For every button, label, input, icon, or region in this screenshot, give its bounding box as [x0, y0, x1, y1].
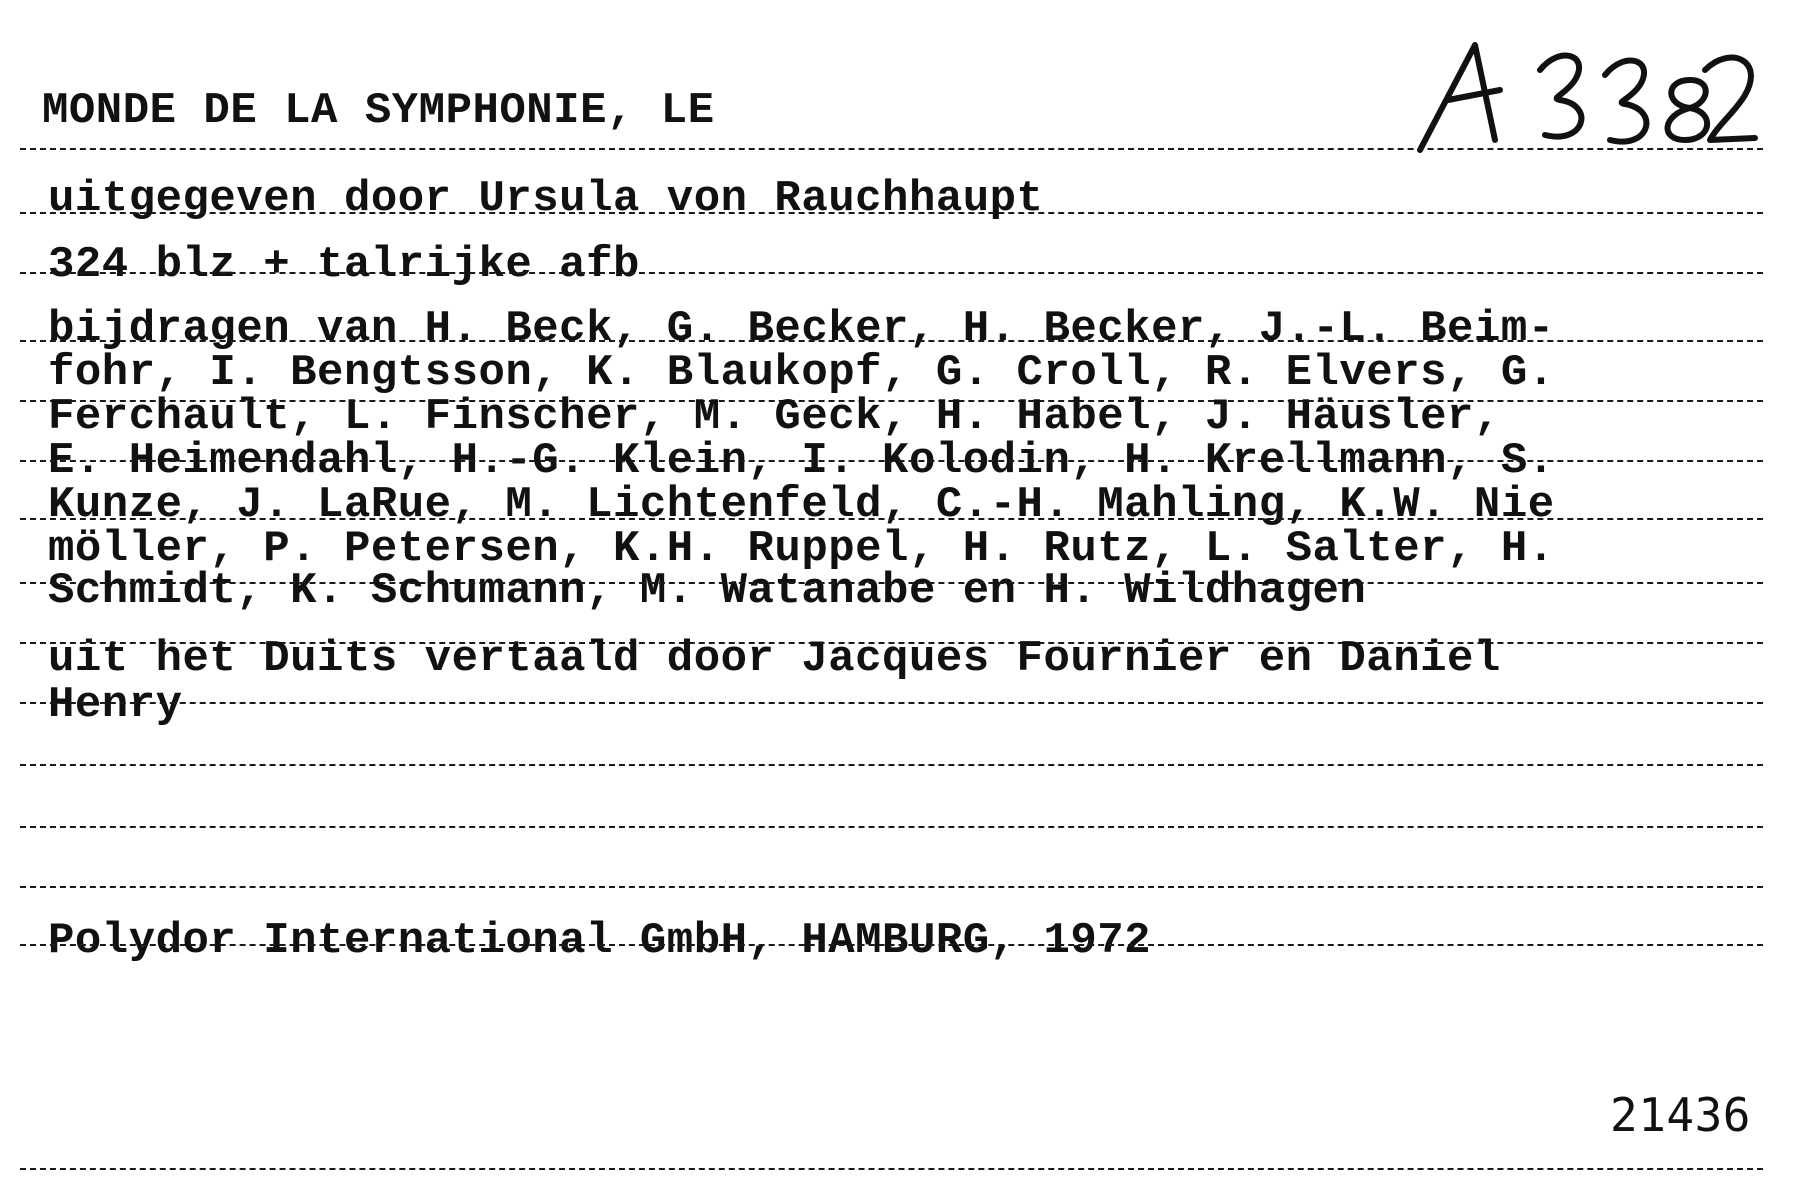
ruled-line	[20, 826, 1763, 828]
ruled-line	[20, 764, 1763, 766]
contributors-line: Kunze, J. LaRue, M. Lichtenfeld, C.-H. Mahling, K.W. Nie	[48, 480, 1555, 530]
contributors-line: möller, P. Petersen, K.H. Ruppel, H. Rutz, L. Salter, H.	[48, 524, 1555, 574]
ruled-line	[20, 582, 1763, 584]
translation-line: uit het Duits vertaald door Jacques Fournier en Daniel	[48, 634, 1501, 684]
handwritten-call-number-drawing	[1400, 20, 1760, 160]
ruled-line	[20, 212, 1763, 214]
translation-line: Henry	[48, 680, 183, 730]
contributors-line: bijdragen van H. Beck, G. Becker, H. Becker, J.-L. Beim-	[48, 304, 1555, 354]
record-number: 21436	[1610, 1088, 1751, 1142]
pages-line: 324 blz + talrijke afb	[48, 240, 640, 290]
ruled-line	[20, 1168, 1763, 1170]
card-title: MONDE DE LA SYMPHONIE, LE	[42, 86, 715, 136]
contributors-line: Schmidt, K. Schumann, M. Watanabe en H. Wildhagen	[48, 566, 1367, 616]
ruled-line	[20, 702, 1763, 704]
ruled-line	[20, 518, 1763, 520]
contributors-line: Ferchault, L. Finscher, M. Geck, H. Habel, J. Häusler,	[48, 392, 1501, 442]
ruled-line	[20, 148, 1763, 150]
publisher-line: Polydor International GmbH, HAMBURG, 1972	[48, 916, 1152, 966]
contributors-line: fohr, I. Bengtsson, K. Blaukopf, G. Croll, R. Elvers, G.	[48, 348, 1555, 398]
ruled-line	[20, 272, 1763, 274]
contributors-line: E. Heimendahl, H.-G. Klein, I. Kolodin, H. Krellmann, S.	[48, 436, 1555, 486]
ruled-line	[20, 886, 1763, 888]
handwritten-call-number	[1400, 20, 1760, 160]
editor-line: uitgegeven door Ursula von Rauchhaupt	[48, 174, 1044, 224]
ruled-line	[20, 340, 1763, 342]
ruled-line	[20, 944, 1763, 946]
ruled-line	[20, 460, 1763, 462]
